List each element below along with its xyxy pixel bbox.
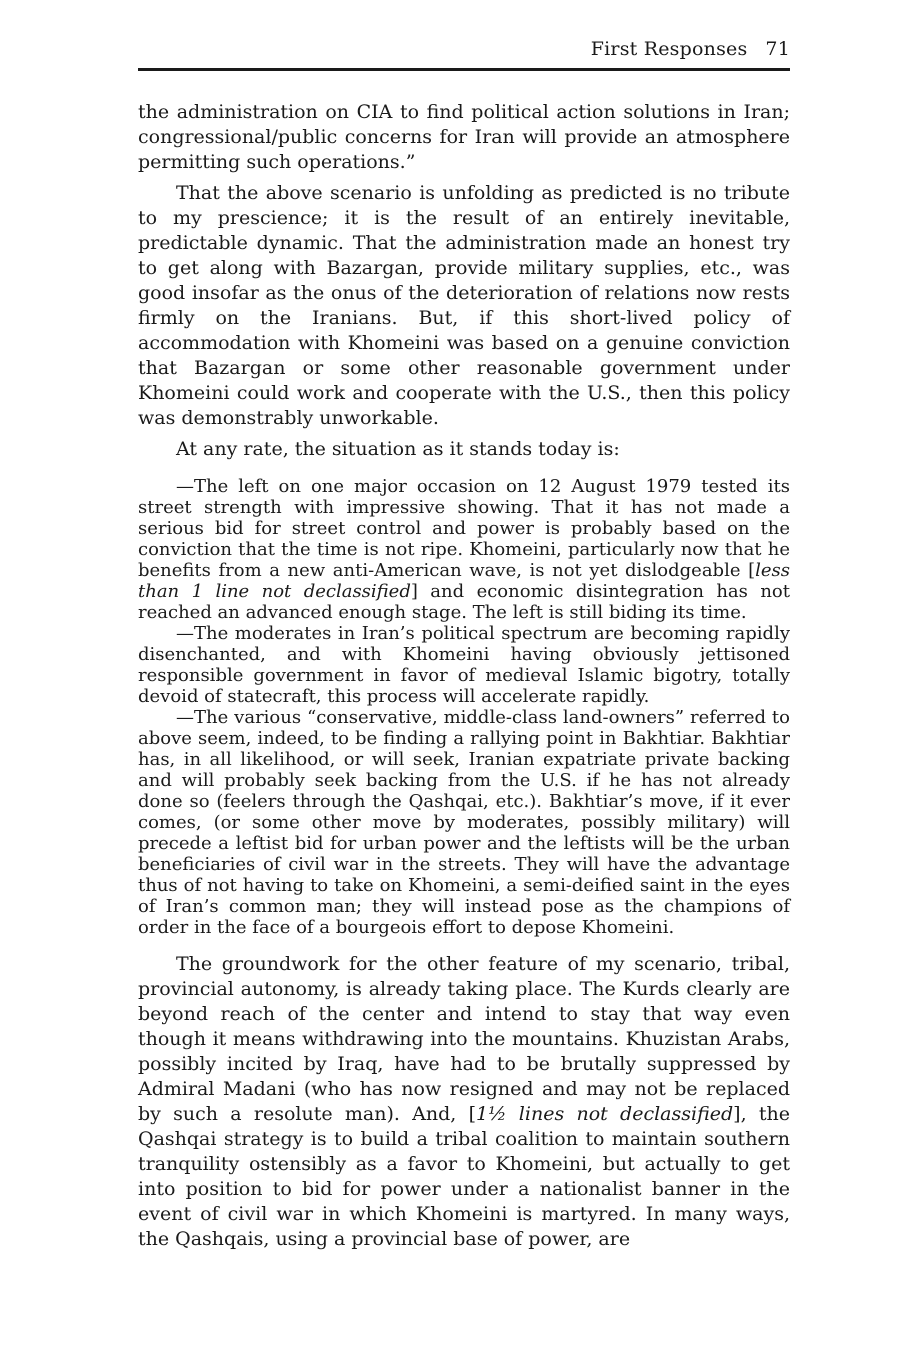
redaction-note: 1½ lines not declassified (476, 1103, 734, 1125)
redaction-note: less than 1 line not declassified (138, 560, 790, 602)
quote-item-moderates: —The moderates in Iran’s political spectrum are becoming rapidly disenchanted, and with Khomeini having obviously jettisoned responsible government in favor of medieval Islamic bigotry, totally devoid of statecraft, this process will accelerate rapidly. (138, 623, 790, 707)
paragraph-situation: At any rate, the situation as it stands today is: (176, 438, 620, 460)
paragraph-text: ], the Qashqai strategy is to build a tribal coalition to maintain southern tranquility ostensibly as a favor to Khomeini, but actually to get into position to bid for power under a nationalist banner in the event of civil war in which Khomeini is martyred. In many ways, the Qashqais, using a provincial base of power, are (138, 1103, 790, 1250)
quote-item-conservatives: —The various “conservative, middle-class land-owners” referred to above seem, indeed, to be finding a rallying point in Bakhtiar. Bakhtiar has, in all likelihood, or will seek, Iranian expatriate private backing and will probably seek backing from the U.S. if he has not already done so (feelers through the Qashqai, etc.). Bakhtiar’s move, if it ever comes, (or some other move by moderates, possibly military) will precede a leftist bid for urban power and the leftists will be the urban beneficiaries of civil war in the streets. They will have the advantage thus of not having to take on Khomeini, a semi-deified saint in the eyes of Iran’s common man; they will instead pose as the champions of order in the face of a bourgeois effort to depose Khomeini. (138, 707, 790, 938)
quote-item-left (138, 476, 790, 623)
header-rule (138, 68, 790, 71)
page-number: 71 (765, 38, 790, 60)
body-text (138, 100, 790, 1258)
running-head-title: First Responses (590, 38, 748, 60)
paragraph-groundwork (138, 952, 790, 1252)
paragraph-scenario: That the above scenario is unfolding as predicted is no tribute to my prescience; it is the result of an entirely inevitable, predictable dynamic. That the administration made an honest try to get along with Bazargan, provide military supplies, etc., was good insofar as the onus of the deterioration of relations now rests firmly on the Iranians. But, if this short-lived policy of accommodation with Khomeini was based on a genuine conviction that Bazargan or some other reasonable government under Khomeini could work and cooperate with the U.S., then this policy was demonstrably unworkable. (138, 182, 790, 429)
running-head (591, 38, 790, 64)
block-quote (138, 476, 790, 938)
quote-text: ] and economic disintegration has not reached an advanced enough stage. The left is still biding its time. (138, 581, 790, 623)
paragraph-text: The groundwork for the other feature of my scenario, tribal, provincial autonomy, is already taking place. The Kurds clearly are beyond reach of the center and intend to stay that way even though it means withdrawing into the mountains. Khuzistan Arabs, possibly incited by Iraq, have had to be brutally suppressed by Admiral Madani (who has now resigned and may not be replaced by such a resolute man). And, [ (138, 953, 790, 1125)
quote-text: —The left on one major occasion on 12 August 1979 tested its street strength with impressive showing. That it has not made a serious bid for street control and power is probably based on the conviction that the time is not ripe. Khomeini, particularly now that he benefits from a new anti-American wave, is not yet dislodgeable [ (138, 476, 790, 581)
paragraph-continuation: the administration on CIA to find political action solutions in Iran; congressional/public concerns for Iran will provide an atmosphere permitting such operations.” (138, 101, 790, 173)
